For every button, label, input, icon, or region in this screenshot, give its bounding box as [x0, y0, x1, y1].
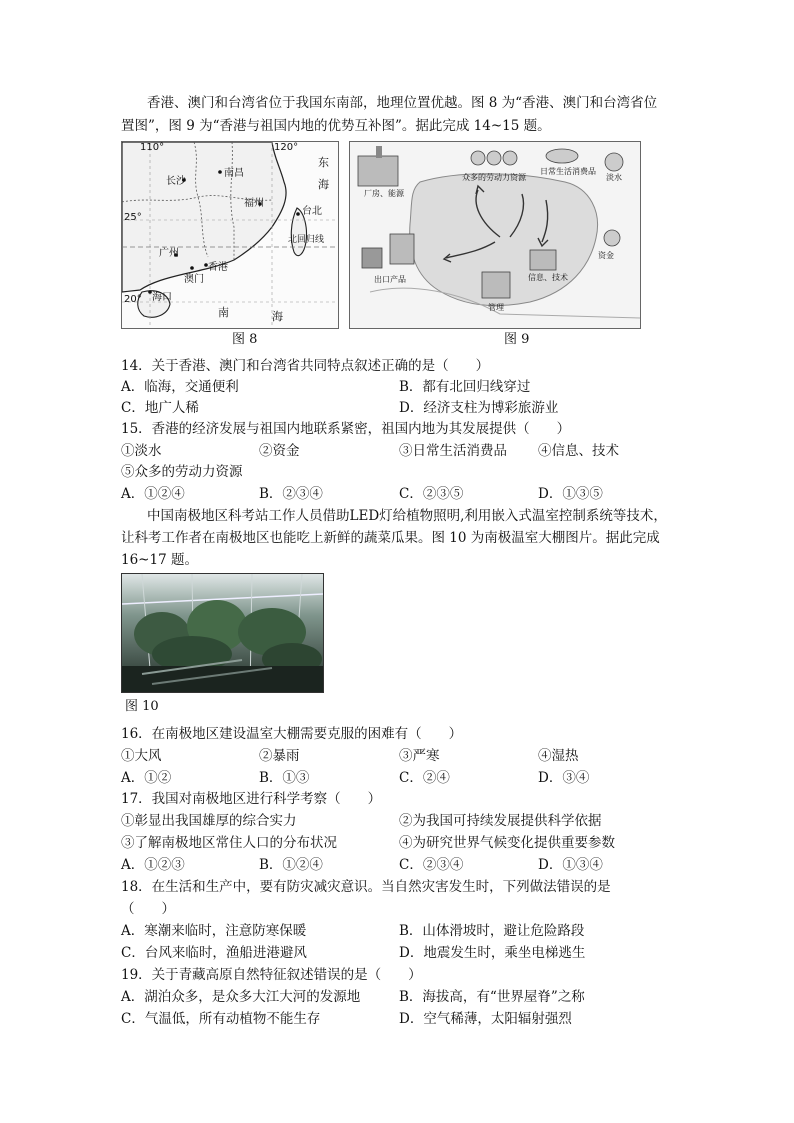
- q17-option-a: A．①②③: [121, 857, 185, 873]
- intro2-line2: 让科考工作者在南极地区也能吃上新鲜的蔬菜瓜果。图 10 为南极温室大棚图片。据此完成: [121, 530, 660, 546]
- q17-option-c: C．②③④: [399, 857, 464, 873]
- east-sea-label-1: 东: [318, 156, 329, 169]
- city-haikou: 海口: [152, 292, 172, 303]
- q19-option-b: B．海拔高，有“世界屋脊”之称: [399, 989, 585, 1005]
- q15-item-1: ①淡水: [121, 443, 162, 459]
- intro1-line2: 置图”，图 9 为“香港与祖国内地的优势互补图”。据此完成 14~15 题。: [121, 118, 551, 134]
- q16-option-a: A．①②: [121, 770, 172, 786]
- q18-option-d: D．地震发生时，乘坐电梯逃生: [399, 945, 586, 961]
- city-fuzhou: 福州: [244, 198, 264, 209]
- label-labor: 众多的劳动力资源: [462, 173, 526, 182]
- q15-option-d: D．①③⑤: [538, 486, 603, 502]
- diagram-svg: [350, 142, 640, 328]
- label-goods: 日常生活消费品: [540, 167, 596, 176]
- q17-option-b: B．①②④: [259, 857, 323, 873]
- q15-item-2: ②资金: [259, 443, 300, 459]
- q15-option-b: B．②③④: [259, 486, 323, 502]
- figure-9-diagram: [349, 141, 641, 329]
- figure-8-map: [121, 141, 339, 329]
- q14-option-b: B．都有北回归线穿过: [399, 379, 531, 395]
- q17-option-d: D．①③④: [538, 857, 603, 873]
- q17-item-4: ④为研究世界气候变化提供重要参数: [399, 835, 615, 851]
- q18-stem: 18．在生活和生产中，要有防灾减灾意识。当自然灾害发生时，下列做法错误的是: [121, 879, 611, 895]
- q18-option-c: C．台风来临时，渔船进港避风: [121, 945, 307, 961]
- intro2-line3: 16~17 题。: [121, 552, 198, 568]
- south-sea-label-1: 南: [218, 306, 229, 319]
- q15-option-a: A．①②④: [121, 486, 185, 502]
- q18-option-b: B．山体滑坡时，避让危险路段: [399, 923, 585, 939]
- q17-stem: 17．我国对南极地区进行科学考察（ ）: [121, 791, 382, 807]
- q15-item-3: ③日常生活消费品: [399, 443, 507, 459]
- q17-item-1: ①彰显出我国雄厚的综合实力: [121, 813, 297, 829]
- q15-stem: 15．香港的经济发展与祖国内地联系紧密，祖国内地为其发展提供（ ）: [121, 421, 571, 437]
- q14-option-d: D．经济支柱为博彩旅游业: [399, 400, 559, 416]
- city-guangzhou: 广州: [159, 248, 179, 259]
- lat-20-label: 20°: [124, 294, 142, 305]
- figure-9-caption: 图 9: [504, 332, 530, 347]
- figure-10-caption: 图 10: [125, 699, 159, 714]
- q17-item-3: ③了解南极地区常住人口的分布状况: [121, 835, 337, 851]
- label-manage: 管理: [488, 303, 504, 312]
- city-hongkong: 香港: [208, 262, 228, 273]
- q16-item-1: ①大风: [121, 748, 162, 764]
- q16-item-4: ④湿热: [538, 748, 579, 764]
- greenhouse-photo-svg: [122, 574, 323, 692]
- city-changsha: 长沙: [166, 176, 186, 187]
- q15-option-c: C．②③⑤: [399, 486, 464, 502]
- label-water: 淡水: [606, 173, 622, 182]
- figure-10-photo: [121, 573, 324, 693]
- q17-item-2: ②为我国可持续发展提供科学依据: [399, 813, 602, 829]
- q18-answer-paren: （ ）: [121, 901, 175, 917]
- q19-option-d: D．空气稀薄，太阳辐射强烈: [399, 1011, 572, 1027]
- label-export: 出口产品: [374, 275, 406, 284]
- intro1-line1: 香港、澳门和台湾省位于我国东南部，地理位置优越。图 8 为“香港、澳门和台湾省位: [147, 95, 658, 111]
- lon-110-label: 110°: [140, 142, 165, 153]
- city-nanchang: 南昌: [224, 168, 244, 179]
- q14-option-c: C．地广人稀: [121, 400, 199, 416]
- q15-item-4: ④信息、技术: [538, 443, 619, 459]
- q14-stem: 14．关于香港、澳门和台湾省共同特点叙述正确的是（ ）: [121, 358, 490, 374]
- city-taibei: 台北: [302, 206, 322, 217]
- q16-option-c: C．②④: [399, 770, 450, 786]
- q16-stem: 16．在南极地区建设温室大棚需要克服的困难有（ ）: [121, 726, 463, 742]
- label-factory: 厂房、能源: [364, 189, 404, 198]
- q16-option-b: B．①③: [259, 770, 310, 786]
- q16-option-d: D．③④: [538, 770, 590, 786]
- label-finance: 资金: [598, 251, 614, 260]
- south-sea-label-2: 海: [272, 310, 283, 323]
- city-macau: 澳门: [184, 274, 204, 285]
- q19-stem: 19．关于青藏高原自然特征叙述错误的是（ ）: [121, 967, 422, 983]
- figure-8-caption: 图 8: [232, 332, 258, 347]
- lat-25-label: 25°: [124, 212, 142, 223]
- q19-option-a: A．湖泊众多，是众多大江大河的发源地: [121, 989, 361, 1005]
- q15-item-5: ⑤众多的劳动力资源: [121, 464, 243, 480]
- intro2-line1: 中国南极地区科考站工作人员借助LED灯给植物照明,利用嵌入式温室控制系统等技术，: [147, 508, 667, 524]
- q16-item-2: ②暴雨: [259, 748, 300, 764]
- tropic-of-cancer-label: 北回归线: [288, 235, 325, 245]
- q19-option-c: C．气温低，所有动植物不能生存: [121, 1011, 321, 1027]
- lon-120-label: 120°: [274, 142, 299, 153]
- q16-item-3: ③严寒: [399, 748, 440, 764]
- q18-option-a: A．寒潮来临时，注意防寒保暖: [121, 923, 307, 939]
- q14-option-a: A．临海，交通便利: [121, 379, 239, 395]
- label-info: 信息、技术: [528, 273, 568, 282]
- east-sea-label-2: 海: [318, 178, 329, 191]
